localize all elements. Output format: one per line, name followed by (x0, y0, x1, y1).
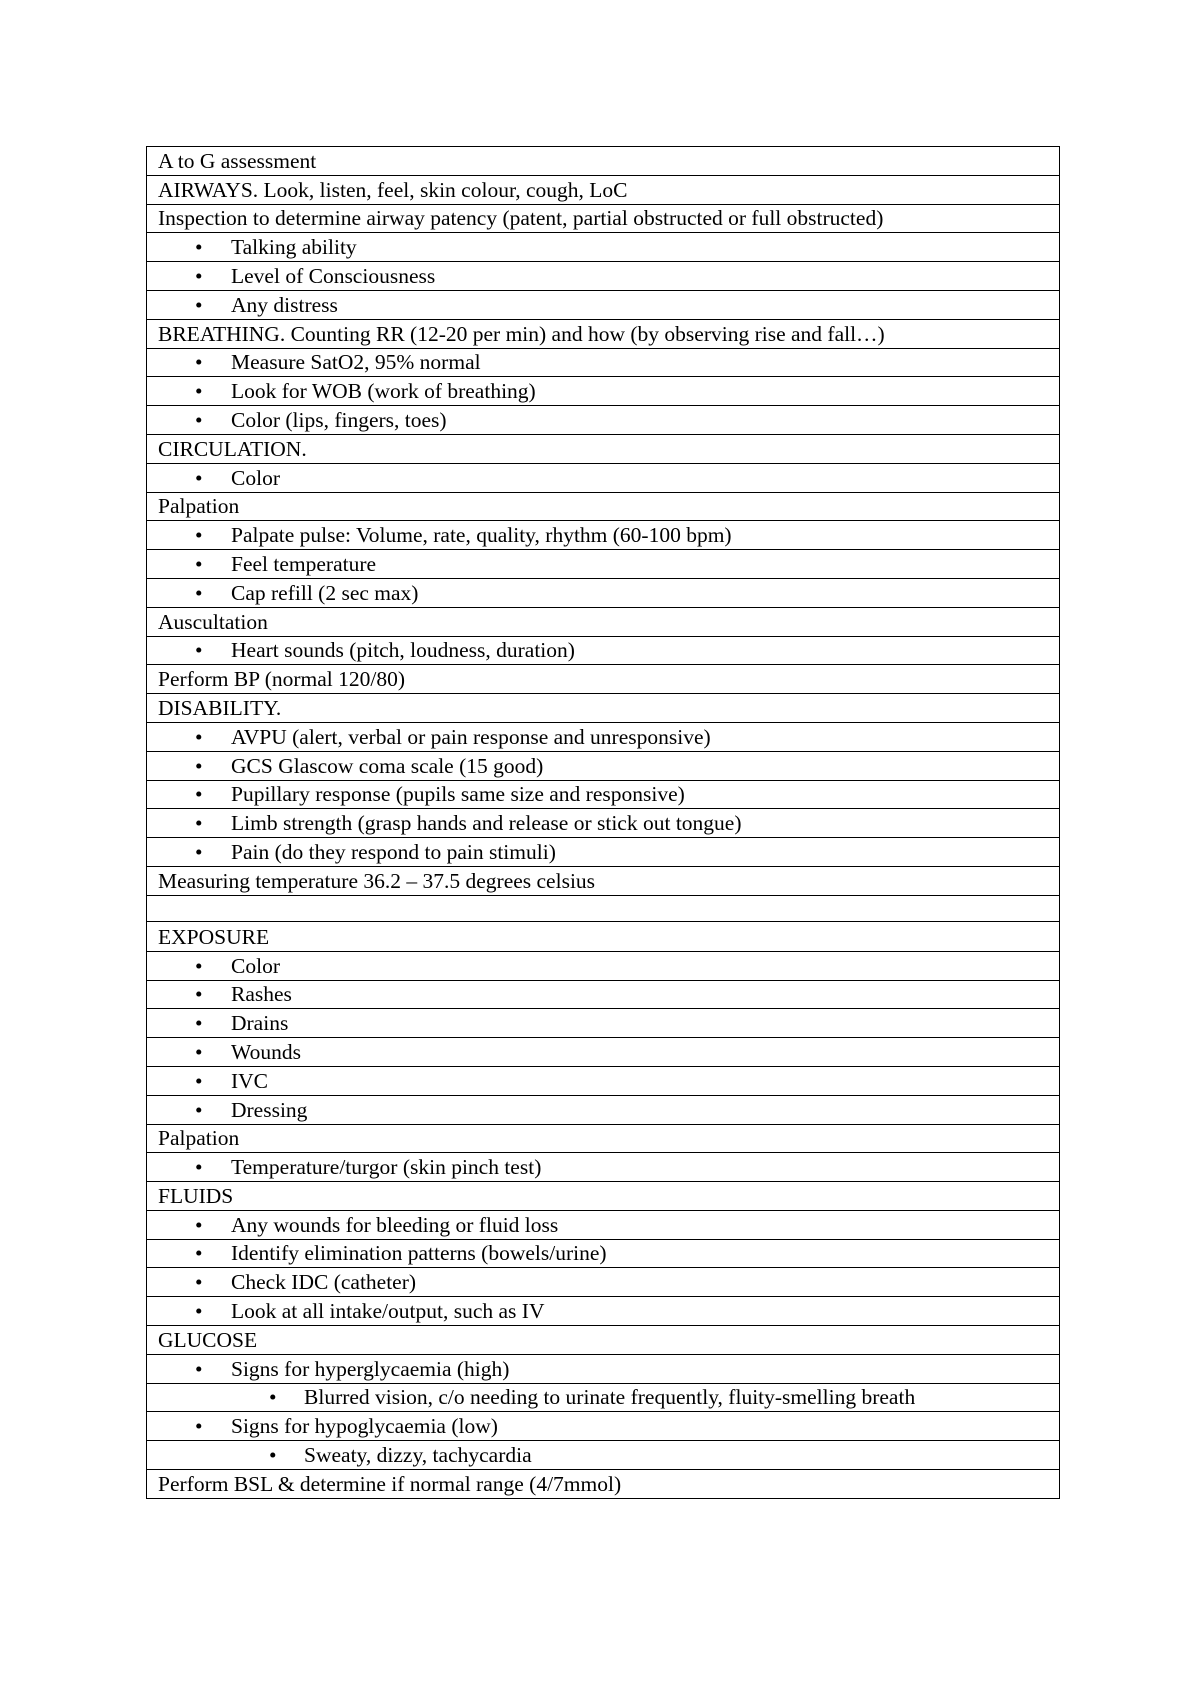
table-row-bullet (147, 550, 1060, 579)
table-cell (147, 463, 1060, 492)
bullet-icon: • (195, 523, 203, 548)
row-text: Perform BP (normal 120/80) (158, 667, 406, 692)
table-cell (147, 1297, 1060, 1326)
table-cell (147, 665, 1060, 694)
bullet-item-text: Look for WOB (work of breathing) (231, 379, 536, 404)
row-text: EXPOSURE (158, 924, 270, 949)
table-row-bullet (147, 636, 1060, 665)
row-text: A to G assessment (158, 148, 317, 173)
table-row-bullet (147, 1210, 1060, 1239)
table-cell (147, 175, 1060, 204)
table-cell (147, 751, 1060, 780)
bullet-icon: • (195, 782, 203, 807)
table-cell (147, 406, 1060, 435)
bullet-item-text: Wounds (231, 1039, 301, 1064)
assessment-table-body (147, 147, 1060, 1499)
bullet-icon: • (195, 753, 203, 778)
table-cell (147, 492, 1060, 521)
row-text: Palpation (158, 494, 240, 519)
bullet-icon: • (195, 465, 203, 490)
row-text: Inspection to determine airway patency (patent, partial obstructed or full obstructed) (158, 206, 884, 231)
table-row-bullet (147, 980, 1060, 1009)
bullet-item-text: Blurred vision, c/o needing to urinate frequently, fluity-smelling breath (304, 1385, 916, 1410)
table-row-heading (147, 492, 1060, 521)
table-cell (147, 1066, 1060, 1095)
bullet-item-text: Feel temperature (231, 551, 377, 576)
row-text: AIRWAYS. Look, listen, feel, skin colour, cough, LoC (158, 177, 628, 202)
table-cell (147, 780, 1060, 809)
bullet-icon: • (195, 551, 203, 576)
bullet-item-text: Drains (231, 1011, 289, 1036)
table-cell (147, 1095, 1060, 1124)
bullet-item-text: Signs for hypoglycaemia (low) (231, 1414, 498, 1439)
bullet-icon: • (195, 1011, 203, 1036)
table-cell (147, 1182, 1060, 1211)
bullet-item-text: Rashes (231, 982, 292, 1007)
bullet-item-text: Look at all intake/output, such as IV (231, 1299, 545, 1324)
table-cell (147, 980, 1060, 1009)
bullet-icon: • (195, 292, 203, 317)
table-row-bullet (147, 1268, 1060, 1297)
row-text: CIRCULATION. (158, 436, 307, 461)
table-row-bullet (147, 463, 1060, 492)
bullet-icon: • (195, 811, 203, 836)
table-cell (147, 921, 1060, 951)
bullet-item-text: Dressing (231, 1097, 308, 1122)
table-row-heading (147, 866, 1060, 895)
table-cell (147, 1441, 1060, 1470)
table-cell (147, 1268, 1060, 1297)
row-text: DISABILITY. (158, 695, 282, 720)
bullet-item-text: Temperature/turgor (skin pinch test) (231, 1155, 542, 1180)
bullet-item-text: Limb strength (grasp hands and release or stick out tongue) (231, 811, 742, 836)
table-cell (147, 1354, 1060, 1383)
bullet-icon: • (195, 724, 203, 749)
table-row-bullet (147, 262, 1060, 291)
bullet-icon: • (195, 1155, 203, 1180)
table-row-bullet (147, 1383, 1060, 1412)
bullet-icon: • (195, 580, 203, 605)
table-cell (147, 1038, 1060, 1067)
table-cell (147, 1124, 1060, 1153)
table-row-bullet (147, 1412, 1060, 1441)
table-row-bullet (147, 751, 1060, 780)
table-cell (147, 1009, 1060, 1038)
table-cell (147, 204, 1060, 233)
bullet-item-text: Palpate pulse: Volume, rate, quality, rhythm (60-100 bpm) (231, 523, 732, 548)
table-cell (147, 838, 1060, 867)
table-row-bullet (147, 348, 1060, 377)
bullet-icon: • (195, 379, 203, 404)
table-row-bullet (147, 722, 1060, 751)
bullet-item-text: Any distress (231, 292, 338, 317)
table-row-heading (147, 204, 1060, 233)
table-row-bullet (147, 406, 1060, 435)
table-row-bullet (147, 780, 1060, 809)
table-row-heading (147, 434, 1060, 463)
table-cell (147, 1210, 1060, 1239)
table-row-heading (147, 1470, 1060, 1499)
table-cell (147, 866, 1060, 895)
table-cell (147, 895, 1060, 921)
bullet-item-text: Any wounds for bleeding or fluid loss (231, 1212, 559, 1237)
assessment-table (146, 146, 1060, 1499)
table-row-bullet (147, 951, 1060, 980)
table-cell (147, 550, 1060, 579)
table-cell (147, 348, 1060, 377)
bullet-item-text: Measure SatO2, 95% normal (231, 350, 481, 375)
table-cell (147, 290, 1060, 319)
table-row-heading (147, 1124, 1060, 1153)
table-row-heading (147, 175, 1060, 204)
bullet-icon: • (195, 235, 203, 260)
bullet-icon: • (195, 638, 203, 663)
bullet-item-text: GCS Glascow coma scale (15 good) (231, 753, 544, 778)
table-cell (147, 694, 1060, 723)
bullet-item-text: Signs for hyperglycaemia (high) (231, 1356, 510, 1381)
table-cell (147, 809, 1060, 838)
table-cell (147, 578, 1060, 607)
bullet-item-text: Identify elimination patterns (bowels/urine) (231, 1241, 607, 1266)
bullet-icon: • (195, 1299, 203, 1324)
table-row-bullet (147, 578, 1060, 607)
table-cell (147, 1153, 1060, 1182)
row-text: FLUIDS (158, 1183, 234, 1208)
table-row-heading (147, 1326, 1060, 1355)
bullet-item-text: Level of Consciousness (231, 263, 436, 288)
table-row-bullet (147, 290, 1060, 319)
row-text: GLUCOSE (158, 1327, 258, 1352)
bullet-icon: • (195, 1414, 203, 1439)
bullet-icon: • (195, 1097, 203, 1122)
bullet-icon: • (195, 407, 203, 432)
bullet-item-text: IVC (231, 1068, 269, 1093)
table-cell (147, 1412, 1060, 1441)
bullet-item-text: Color (231, 953, 280, 978)
row-text: Auscultation (158, 609, 268, 634)
row-text: Palpation (158, 1126, 240, 1151)
table-row-bullet (147, 1297, 1060, 1326)
bullet-item-text: Cap refill (2 sec max) (231, 580, 419, 605)
table-cell (147, 1383, 1060, 1412)
bullet-item-text: Check IDC (catheter) (231, 1270, 417, 1295)
table-cell (147, 1326, 1060, 1355)
row-text: Perform BSL & determine if normal range (4/7mmol) (158, 1471, 622, 1496)
table-row-bullet (147, 1009, 1060, 1038)
bullet-icon: • (195, 1270, 203, 1295)
row-text: Measuring temperature 36.2 – 37.5 degrees celsius (158, 868, 596, 893)
bullet-item-text: Color (lips, fingers, toes) (231, 407, 447, 432)
bullet-item-text: Sweaty, dizzy, tachycardia (304, 1443, 532, 1468)
bullet-icon: • (195, 350, 203, 375)
table-row-heading (147, 921, 1060, 951)
table-cell (147, 722, 1060, 751)
bullet-icon: • (269, 1443, 277, 1468)
table-cell (147, 233, 1060, 262)
table-cell (147, 1470, 1060, 1499)
bullet-item-text: Heart sounds (pitch, loudness, duration) (231, 638, 575, 663)
bullet-item-text: Talking ability (231, 235, 357, 260)
table-row-bullet (147, 1038, 1060, 1067)
table-row-bullet (147, 1153, 1060, 1182)
table-cell (147, 262, 1060, 291)
table-row-empty (147, 895, 1060, 921)
table-row-bullet (147, 1441, 1060, 1470)
table-cell (147, 951, 1060, 980)
table-cell (147, 1239, 1060, 1268)
table-cell (147, 319, 1060, 348)
table-row-bullet (147, 1066, 1060, 1095)
table-cell (147, 434, 1060, 463)
table-row-bullet (147, 1239, 1060, 1268)
table-row-heading (147, 1182, 1060, 1211)
table-cell (147, 607, 1060, 636)
table-cell (147, 377, 1060, 406)
table-row-bullet (147, 377, 1060, 406)
bullet-icon: • (195, 953, 203, 978)
bullet-icon: • (195, 839, 203, 864)
table-row-heading (147, 319, 1060, 348)
table-row-bullet (147, 1095, 1060, 1124)
table-row-bullet (147, 809, 1060, 838)
table-row-heading (147, 665, 1060, 694)
bullet-item-text: Color (231, 465, 280, 490)
table-cell (147, 521, 1060, 550)
table-cell (147, 636, 1060, 665)
bullet-icon: • (195, 263, 203, 288)
bullet-icon: • (195, 1068, 203, 1093)
bullet-icon: • (195, 1356, 203, 1381)
table-row-bullet (147, 233, 1060, 262)
bullet-item-text: AVPU (alert, verbal or pain response and unresponsive) (231, 724, 711, 749)
bullet-item-text: Pupillary response (pupils same size and responsive) (231, 782, 685, 807)
table-row-heading (147, 607, 1060, 636)
bullet-icon: • (195, 1039, 203, 1064)
bullet-icon: • (195, 1212, 203, 1237)
table-cell (147, 147, 1060, 176)
bullet-icon: • (269, 1385, 277, 1410)
bullet-icon: • (195, 982, 203, 1007)
table-row-heading (147, 694, 1060, 723)
bullet-item-text: Pain (do they respond to pain stimuli) (231, 839, 556, 864)
row-text: BREATHING. Counting RR (12-20 per min) and how (by observing rise and fall…) (158, 321, 885, 346)
table-row-bullet (147, 521, 1060, 550)
table-row-bullet (147, 838, 1060, 867)
table-row-bullet (147, 1354, 1060, 1383)
table-row-heading (147, 147, 1060, 176)
bullet-icon: • (195, 1241, 203, 1266)
